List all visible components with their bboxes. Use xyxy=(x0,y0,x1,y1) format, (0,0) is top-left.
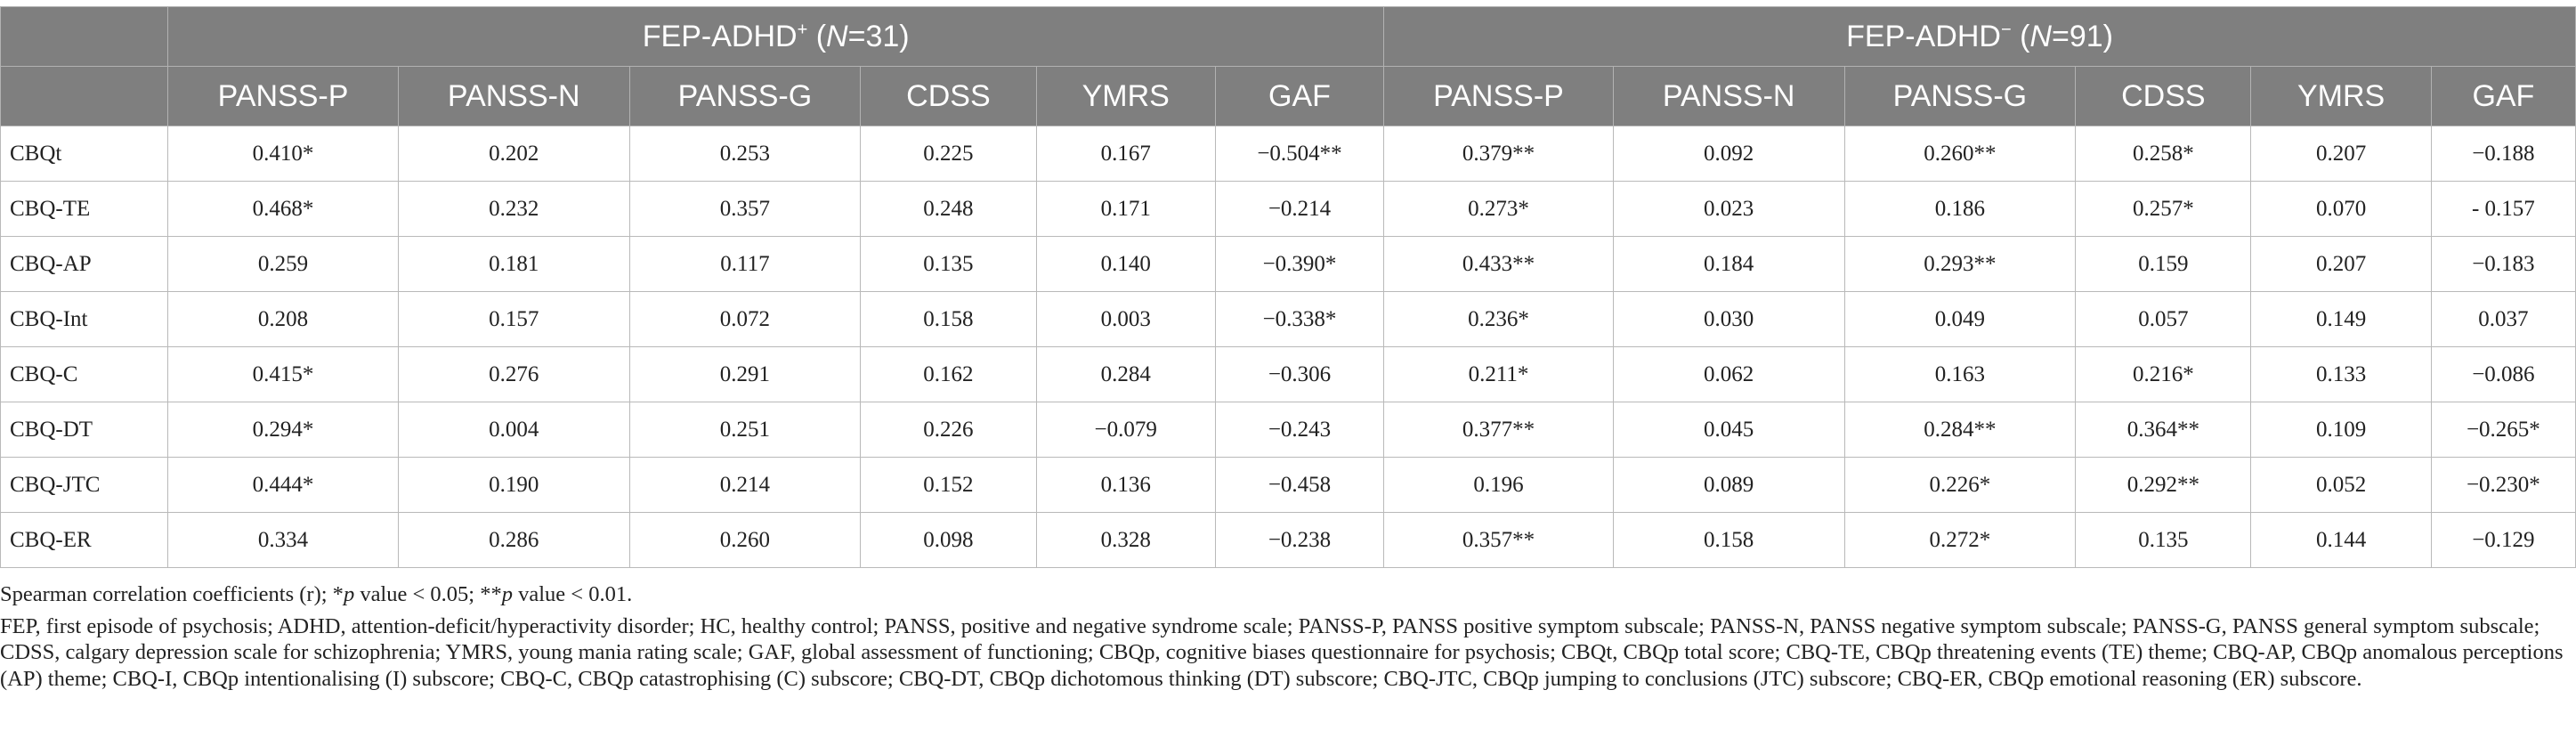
table-cell: 0.158 xyxy=(1613,513,1844,568)
column-header: CDSS xyxy=(2076,67,2251,126)
table-cell: −0.265* xyxy=(2431,402,2575,458)
table-row xyxy=(1,458,2576,513)
column-header: PANSS-N xyxy=(398,67,629,126)
table-cell: 0.259 xyxy=(168,237,399,292)
table-header xyxy=(1,7,2576,126)
table-cell: 0.357 xyxy=(629,182,861,237)
table-cell: 0.135 xyxy=(2076,513,2251,568)
table-cell: 0.089 xyxy=(1613,458,1844,513)
table-row xyxy=(1,126,2576,182)
table-row xyxy=(1,237,2576,292)
column-header-row xyxy=(1,67,2576,126)
table-cell: 0.276 xyxy=(398,347,629,402)
table-cell: 0.468* xyxy=(168,182,399,237)
corner-cell xyxy=(1,7,168,67)
table-cell: - 0.157 xyxy=(2431,182,2575,237)
table-body xyxy=(1,126,2576,568)
table-cell: 0.052 xyxy=(2251,458,2431,513)
table-cell: 0.045 xyxy=(1613,402,1844,458)
table-cell: 0.207 xyxy=(2251,126,2431,182)
corner-cell-lower xyxy=(1,67,168,126)
column-header: PANSS-N xyxy=(1613,67,1844,126)
table-cell: 0.253 xyxy=(629,126,861,182)
column-header: PANSS-G xyxy=(1844,67,2076,126)
column-header: GAF xyxy=(1215,67,1383,126)
correlation-table xyxy=(0,6,2576,568)
table-cell: 0.415* xyxy=(168,347,399,402)
table-cell: 0.272* xyxy=(1844,513,2076,568)
table-cell: 0.159 xyxy=(2076,237,2251,292)
table-cell: −0.458 xyxy=(1215,458,1383,513)
table-cell: 0.251 xyxy=(629,402,861,458)
table-cell: 0.292** xyxy=(2076,458,2251,513)
table-cell: 0.216* xyxy=(2076,347,2251,402)
table-cell: 0.202 xyxy=(398,126,629,182)
table-cell: 0.334 xyxy=(168,513,399,568)
table-cell: 0.109 xyxy=(2251,402,2431,458)
row-label: CBQt xyxy=(1,126,168,182)
row-label: CBQ-C xyxy=(1,347,168,402)
table-cell: 0.133 xyxy=(2251,347,2431,402)
table-cell: −0.306 xyxy=(1215,347,1383,402)
row-label: CBQ-DT xyxy=(1,402,168,458)
table-cell: 0.162 xyxy=(861,347,1036,402)
footnote-significance: Spearman correlation coefficients (r); *p value < 0.05; **p value < 0.01. xyxy=(0,582,633,606)
row-label: CBQ-AP xyxy=(1,237,168,292)
table-cell: 0.226 xyxy=(861,402,1036,458)
table-cell: 0.117 xyxy=(629,237,861,292)
footnote-abbreviations: FEP, first episode of psychosis; ADHD, attention-deficit/hyperactivity disorder; HC, healthy control; PANSS, positive and negative syndrome scale; PANSS-P, PANSS positive symptom subscale; PANSS-N, PANSS negative symptom subscale; PANSS-G, PANSS general symptom subscale; CDSS, calgary depression scale for schizophrenia; YMRS, young mania rating scale; GAF, global assessment of functioning; CBQp, cognitive biases questionnaire for psychosis; CBQt, CBQp total score; CBQ-TE, CBQp threatening events (TE) theme; CBQ-AP, CBQp anomalous perceptions (AP) theme; CBQ-I, CBQp intentionalising (I) subscore; CBQ-C, CBQp catastrophising (C) subscore; CBQ-DT, CBQp dichotomous thinking (DT) subscore; CBQ-JTC, CBQp jumping to conclusions (JTC) subscore; CBQ-ER, CBQp emotional reasoning (ER) subscore. xyxy=(0,613,2564,691)
table-cell: 0.098 xyxy=(861,513,1036,568)
table-cell: 0.196 xyxy=(1384,458,1614,513)
table-cell: 0.092 xyxy=(1613,126,1844,182)
group-header-row xyxy=(1,7,2576,67)
table-cell: −0.230* xyxy=(2431,458,2575,513)
table-cell: −0.183 xyxy=(2431,237,2575,292)
table-cell: 0.225 xyxy=(861,126,1036,182)
table-cell: 0.258* xyxy=(2076,126,2251,182)
table-cell: 0.284 xyxy=(1036,347,1215,402)
table-cell: −0.129 xyxy=(2431,513,2575,568)
table-row xyxy=(1,182,2576,237)
column-header: YMRS xyxy=(2251,67,2431,126)
column-header: YMRS xyxy=(1036,67,1215,126)
table-cell: 0.410* xyxy=(168,126,399,182)
table-cell: −0.338* xyxy=(1215,292,1383,347)
table-row xyxy=(1,347,2576,402)
table-cell: 0.260 xyxy=(629,513,861,568)
table-cell: 0.149 xyxy=(2251,292,2431,347)
table-cell: 0.211* xyxy=(1384,347,1614,402)
table-cell: 0.248 xyxy=(861,182,1036,237)
table-cell: 0.167 xyxy=(1036,126,1215,182)
table-cell: 0.379** xyxy=(1384,126,1614,182)
table-cell: 0.293** xyxy=(1844,237,2076,292)
table-cell: 0.364** xyxy=(2076,402,2251,458)
table-footnotes xyxy=(0,581,2572,697)
table-cell: 0.004 xyxy=(398,402,629,458)
table-cell: −0.390* xyxy=(1215,237,1383,292)
column-header: PANSS-G xyxy=(629,67,861,126)
table-cell: 0.294* xyxy=(168,402,399,458)
table-cell: −0.086 xyxy=(2431,347,2575,402)
table-cell: 0.157 xyxy=(398,292,629,347)
table-cell: 0.057 xyxy=(2076,292,2251,347)
table-cell: 0.136 xyxy=(1036,458,1215,513)
column-header: CDSS xyxy=(861,67,1036,126)
table-cell: 0.184 xyxy=(1613,237,1844,292)
group-header-adhd-negative: FEP-ADHD− (N=91) xyxy=(1384,7,2576,67)
table-cell: 0.003 xyxy=(1036,292,1215,347)
table-cell: 0.207 xyxy=(2251,237,2431,292)
table-cell: 0.377** xyxy=(1384,402,1614,458)
table-cell: 0.037 xyxy=(2431,292,2575,347)
table-cell: 0.023 xyxy=(1613,182,1844,237)
group-header-adhd-positive: FEP-ADHD+ (N=31) xyxy=(168,7,1384,67)
column-header: PANSS-P xyxy=(168,67,399,126)
table-cell: 0.181 xyxy=(398,237,629,292)
table-cell: 0.236* xyxy=(1384,292,1614,347)
table-cell: 0.284** xyxy=(1844,402,2076,458)
table-cell: 0.171 xyxy=(1036,182,1215,237)
table-cell: 0.072 xyxy=(629,292,861,347)
table-row xyxy=(1,292,2576,347)
table-cell: 0.357** xyxy=(1384,513,1614,568)
table-cell: 0.152 xyxy=(861,458,1036,513)
table-cell: 0.135 xyxy=(861,237,1036,292)
table-cell: 0.070 xyxy=(2251,182,2431,237)
table-cell: −0.243 xyxy=(1215,402,1383,458)
table-cell: 0.208 xyxy=(168,292,399,347)
table-cell: 0.444* xyxy=(168,458,399,513)
row-label: CBQ-JTC xyxy=(1,458,168,513)
row-label: CBQ-Int xyxy=(1,292,168,347)
table-cell: −0.079 xyxy=(1036,402,1215,458)
table-row xyxy=(1,402,2576,458)
table-cell: 0.049 xyxy=(1844,292,2076,347)
table-cell: 0.291 xyxy=(629,347,861,402)
table-cell: −0.238 xyxy=(1215,513,1383,568)
table-cell: 0.273* xyxy=(1384,182,1614,237)
table-cell: 0.140 xyxy=(1036,237,1215,292)
table-cell: 0.163 xyxy=(1844,347,2076,402)
table-row xyxy=(1,513,2576,568)
row-label: CBQ-TE xyxy=(1,182,168,237)
table-cell: 0.286 xyxy=(398,513,629,568)
column-header: GAF xyxy=(2431,67,2575,126)
table-cell: −0.214 xyxy=(1215,182,1383,237)
table-cell: 0.158 xyxy=(861,292,1036,347)
row-label: CBQ-ER xyxy=(1,513,168,568)
table-cell: 0.062 xyxy=(1613,347,1844,402)
table-cell: 0.214 xyxy=(629,458,861,513)
table-cell: 0.190 xyxy=(398,458,629,513)
table-cell: 0.328 xyxy=(1036,513,1215,568)
table-cell: 0.257* xyxy=(2076,182,2251,237)
table-cell: 0.144 xyxy=(2251,513,2431,568)
table-cell: −0.504** xyxy=(1215,126,1383,182)
table-cell: 0.226* xyxy=(1844,458,2076,513)
table-cell: 0.232 xyxy=(398,182,629,237)
table-cell: 0.030 xyxy=(1613,292,1844,347)
table-cell: 0.433** xyxy=(1384,237,1614,292)
table-cell: −0.188 xyxy=(2431,126,2575,182)
table-cell: 0.260** xyxy=(1844,126,2076,182)
column-header: PANSS-P xyxy=(1384,67,1614,126)
table-cell: 0.186 xyxy=(1844,182,2076,237)
